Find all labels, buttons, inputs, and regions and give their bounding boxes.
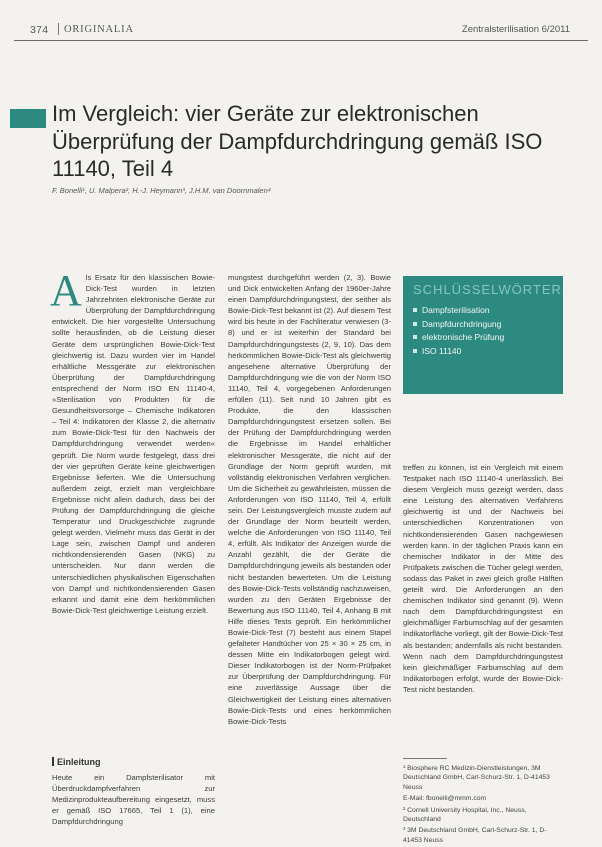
journal-issue: Zentralsterilisation 6/2011 <box>461 24 570 35</box>
keyword-box-title: SCHLÜSSELWÖRTER <box>413 282 562 297</box>
heading-marker <box>52 757 54 766</box>
bullet-icon <box>413 308 417 312</box>
intro-text: ls Ersatz für den klassischen Bowie-Dick-Test wurden in letzten Jahrzehnten elektronische Geräte zur Überprüfung der Dampfdurchdringung entwickelt. Die hier vorgestellte Untersuchung sollte herausfinden, ob die Leistung dieser Geräte dem ursprünglichen Bowie-Dick-Test gleichwertig ist. Dazu wurden vier im Handel erhältliche Messgeräte zur elektronischen Überprüfung der Dampfdurchdringung entsprechend der Norm ISO EN 11140-4, »Sterilisation von Produkten für die Gesundheitsvorsorge – Chemische Indikatoren – Teil 4: Indikatoren der Klasse 2, die alternativ zum Bowie-Dick-Test für den Nachweis der Dampfdurchdringung verwendet werden« geprüft. Die Norm wurde festgelegt, dass drei der vier geprüften Geräte keine gleichwertigen Ergebnisse lieferten. Wie die Untersuchung außerdem zeigt, erzielt man vergleichbare Ergebnisse nicht allein dadurch, dass bei der Prüfung der Dampfdurchdringung die gleiche Temperatur und Druckgeschichte zugrunde gelegt werden. Vielmehr muss das Gerät in der Lage sein, zwischen Dampf und anderen nichtkondensierenden Gasen (NKG) zu unterscheiden. Nur dann werden die unterschiedlichen physikalischen Eigenschaften von Dampf und nichtkondensierenden Gasen erkannt und damit eine dem herkömmlichen Bowie-Dick-Test gleichwertige Leistung erzielt. <box>52 273 215 615</box>
dropcap: A <box>50 266 82 315</box>
section-heading-text: Einleitung <box>57 757 101 767</box>
footnote: E-Mail: fbonelli@mmm.com <box>403 795 487 803</box>
running-header <box>14 22 588 41</box>
bullet-icon <box>413 335 417 339</box>
section-text: Heute ein Dampfsterilisator mit Überdruckdampfverfahren zur Medizinprodukteaufbereitung eingesetzt, muss er gemäß ISO 17665, Teil 1 (1), eine Dampfdurchdringung <box>52 773 215 827</box>
title-accent-block <box>10 109 46 128</box>
intro-paragraph <box>50 266 215 616</box>
keyword-item: Dampfdurchdringung <box>413 318 504 332</box>
keyword-item: elektronische Prüfung <box>413 331 504 345</box>
footnote: ¹ Biosphere RC Medizin-Dienstleistungen, 3M Deutschland GmbH, Carl-Schurz-Str. 1, D-41453 Neuss <box>403 765 550 791</box>
bullet-icon <box>413 349 417 353</box>
keyword-box <box>403 276 563 394</box>
footnote: ² Cornell University Hospital, Inc., Neuss, Deutschland <box>403 806 527 824</box>
header-separator <box>58 23 59 35</box>
article-title: Im Vergleich: vier Geräte zur elektronischen Überprüfung der Dampfdurchdringung gemäß ISO 11140, Teil 4 <box>52 101 543 181</box>
page-number: 374 <box>30 24 49 36</box>
text-column-2 <box>228 272 391 727</box>
keyword-item: Dampfsterilisation <box>413 304 504 318</box>
footnote-rule <box>403 758 447 759</box>
bullet-icon <box>413 322 417 326</box>
section-heading <box>52 757 101 767</box>
author-list: F. Bonelli¹, U. Malpera², H.-J. Heymann³, J.H.M. van Doornmalen⁴ <box>52 186 272 195</box>
keyword-item: ISO 11140 <box>413 345 504 359</box>
footnote: ³ 3M Deutschland GmbH, Carl-Schurz-Str. 1, D-41453 Neuss <box>403 827 547 844</box>
section-label: ORIGINALIA <box>64 24 134 35</box>
column-3-text: treffen zu können, ist ein Vergleich mit einem Testpaket nach ISO 11140-4 unerlässlich. Bei diesem Vergleich muss gezeigt werden, dass eine Leistung des alternativen Verfahrens gleichwertig ist und der Nachweis bei unterschiedlichen Konzentrationen von nichtkondensierenden Gasen nachgewiesen werden kann. In der täglichen Praxis kann ein chemischer Indikator in der Mitte des Prüfpakets zwischen die Tücher gelegt werden, sodass das Paket in zwei gleich große Hälften geteilt wird. Die Anforderungen an den chemischen Indikator sind genannt (9). Wenn nach dem Dampfdurchdringungstest ein gleichmäßiger Farbumschlag auf der gesamten Indikatorfläche vorliegt, gilt der Bowie-Dick-Test als bestanden; andernfalls als nicht bestanden. Wenn nach dem Dampfdurchdringungstest kein gleichmäßiger Farbumschlag auf dem Indikatorbogen erfolgt, wurde der Bowie-Dick-Test nicht bestanden. <box>403 463 563 694</box>
text-column-3 <box>403 462 563 695</box>
text-column-1 <box>50 266 215 616</box>
column-2-text: mungstest durchgeführt werden (2, 3). Bowie und Dick entwickelten Anfang der 1960er-Jahre einen Dampfdurchdringungstest, der seither als Bowie-Dick-Test bekannt ist (2). Auf diesem Test wird bis heute in der Fachliteratur verwiesen (3-8) und er ist weiterhin der Standard bei Dampfdurchdringungstests (2, 9, 10). Das dem herkömmlichen Bowie-Dick-Test als gleichwertig angesehene alternative Überprüfung der Dampfdurchdringung wie die von der Norm ISO 11140, Teil 4, vorgegebenen Anforderungen erfüllen (11). Seit rund 10 Jahren gibt es Produkte, die den klassischen Dampfdurchdringungstest ersetzen sollen. Bei der Prüfung der Dampfdurchdringung werden die Ergebnisse im Handel erhältlicher elektronischer Messgeräte, die nicht auf der Grundlage der Norm geprüft wurden, mit vollständig elektronischen Verfahren verglichen. Um die Sicherheit zu gewährleisten, müssen die Anforderungen von ISO 11140, Teil 4, erfüllt sein. Der Leistungsvergleich musste zudem auf der Grundlage der Norm beurteilt werden, welche die Anforderungen von ISO 11140, Teil 4, erfüllt. Als Indikator der Anzeigen wurde die Anzahl gezählt, die der Geräte die Dampfdurchdringung jeweils als bestanden oder nicht bestanden bewerteten. Um die Leistung des Bowie-Dick-Tests vollständig nachzuweisen, wurden zu den Geräten Ergebnisse der Bewertung aus ISO 11140, Teil 4, Anhang B mit Hilfe dieses Tests geprüft. Ein herkömmlicher Bowie-Dick-Test (7) besteht aus einem Stapel gefalteter Handtücher von 25 × 30 × 25 cm, in dessen Mitte ein Indikatorbogen gelegt wird. Dieser Indikatorbogen ist der Norm-Prüfpaket zur Überprüfung der Dampfdurchdringung. Für eine zuverlässige Aussage über die Gleichwertigkeit der Leistung eines alternativen Bowie-Dick-Tests und eines herkömmlichen Bowie-Dick-Tests <box>228 273 391 726</box>
footnotes <box>403 764 563 847</box>
keyword-list <box>413 304 504 358</box>
